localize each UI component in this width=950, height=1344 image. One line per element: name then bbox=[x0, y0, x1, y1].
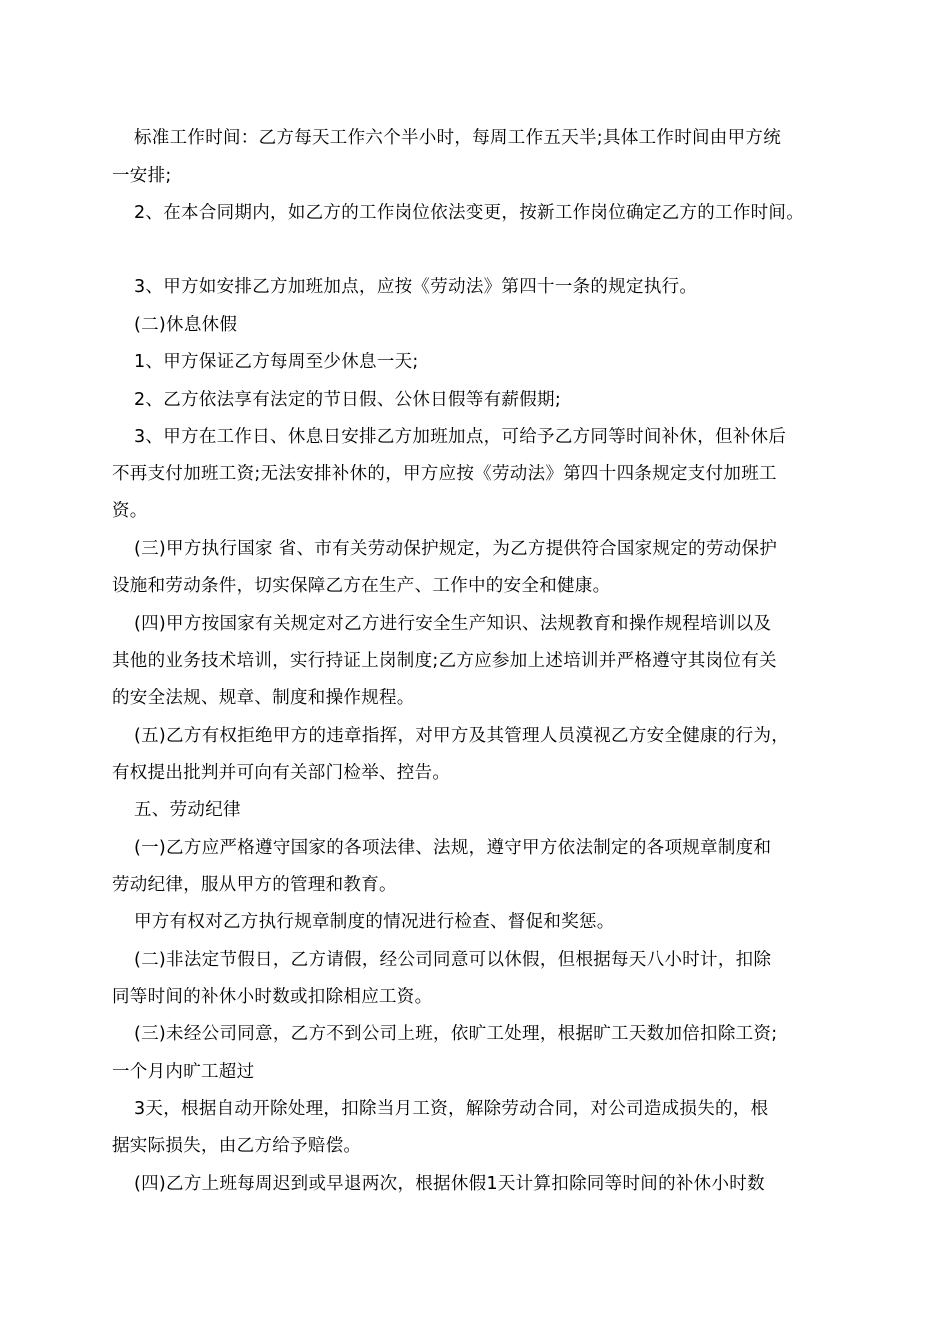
paragraph-line: (四)乙方上班每周迟到或早退两次，根据休假1天计算扣除同等时间的补休小时数 bbox=[134, 1174, 765, 1194]
paragraph-line: (三)甲方执行国家 省、市有关劳动保护规定，为乙方提供符合国家规定的劳动保护 bbox=[134, 539, 778, 559]
paragraph-line: (二)非法定节假日，乙方请假，经公司同意可以休假，但根据每天八小时计，扣除 bbox=[134, 950, 772, 970]
paragraph-line: 1、甲方保证乙方每周至少休息一天; bbox=[134, 352, 419, 372]
paragraph-line: 3、甲方如安排乙方加班加点，应按《劳动法》第四十一条的规定执行。 bbox=[134, 277, 698, 297]
paragraph-line: 的安全法规、规章、制度和操作规程。 bbox=[112, 688, 415, 708]
paragraph-line: 同等时间的补休小时数或扣除相应工资。 bbox=[112, 987, 433, 1007]
paragraph-line: 2、在本合同期内，如乙方的工作岗位依法变更，按新工作岗位确定乙方的工作时间。 bbox=[134, 203, 805, 223]
paragraph-line: (五)乙方有权拒绝甲方的违章指挥，对甲方及其管理人员漠视乙方安全健康的行为， bbox=[134, 726, 790, 746]
section-heading: (二)休息休假 bbox=[134, 315, 238, 335]
paragraph-line: (一)乙方应严格遵守国家的各项法律、法规，遵守甲方依法制定的各项规章制度和 bbox=[134, 838, 772, 858]
paragraph-line: 2、乙方依法享有法定的节日假、公休日假等有薪假期; bbox=[134, 390, 562, 410]
paragraph-line: 一安排; bbox=[112, 166, 172, 186]
paragraph-line: 甲方有权对乙方执行规章制度的情况进行检查、督促和奖惩。 bbox=[134, 912, 615, 932]
paragraph-line: 劳动纪律，服从甲方的管理和教育。 bbox=[112, 875, 397, 895]
paragraph-line: 标准工作时间：乙方每天工作六个半小时，每周工作五天半;具体工作时间由甲方统 bbox=[134, 128, 781, 148]
section-heading: 五、劳动纪律 bbox=[134, 800, 241, 820]
paragraph-line: 资。 bbox=[112, 501, 148, 521]
paragraph-line: (三)未经公司同意，乙方不到公司上班，依旷工处理，根据旷工天数加倍扣除工资; bbox=[134, 1024, 778, 1044]
paragraph-line: 3、甲方在工作日、休息日安排乙方加班加点，可给予乙方同等时间补休，但补休后 bbox=[134, 427, 787, 447]
paragraph-line: (四)甲方按国家有关规定对乙方进行安全生产知识、法规教育和操作规程培训以及 bbox=[134, 614, 772, 634]
paragraph-line: 不再支付加班工资;无法安排补休的，甲方应按《劳动法》第四十四条规定支付加班工 bbox=[112, 464, 777, 484]
paragraph-line: 设施和劳动条件，切实保障乙方在生产、工作中的安全和健康。 bbox=[112, 576, 611, 596]
paragraph-line: 其他的业务技术培训，实行持证上岗制度;乙方应参加上述培训并严格遵守其岗位有关 bbox=[112, 651, 777, 671]
paragraph-line: 有权提出批判并可向有关部门检举、控告。 bbox=[112, 763, 451, 783]
paragraph-line: 据实际损失，由乙方给予赔偿。 bbox=[112, 1136, 362, 1156]
paragraph-line: 3天，根据自动开除处理，扣除当月工资，解除劳动合同，对公司造成损失的，根 bbox=[134, 1099, 769, 1119]
paragraph-line: 一个月内旷工超过 bbox=[112, 1062, 255, 1082]
